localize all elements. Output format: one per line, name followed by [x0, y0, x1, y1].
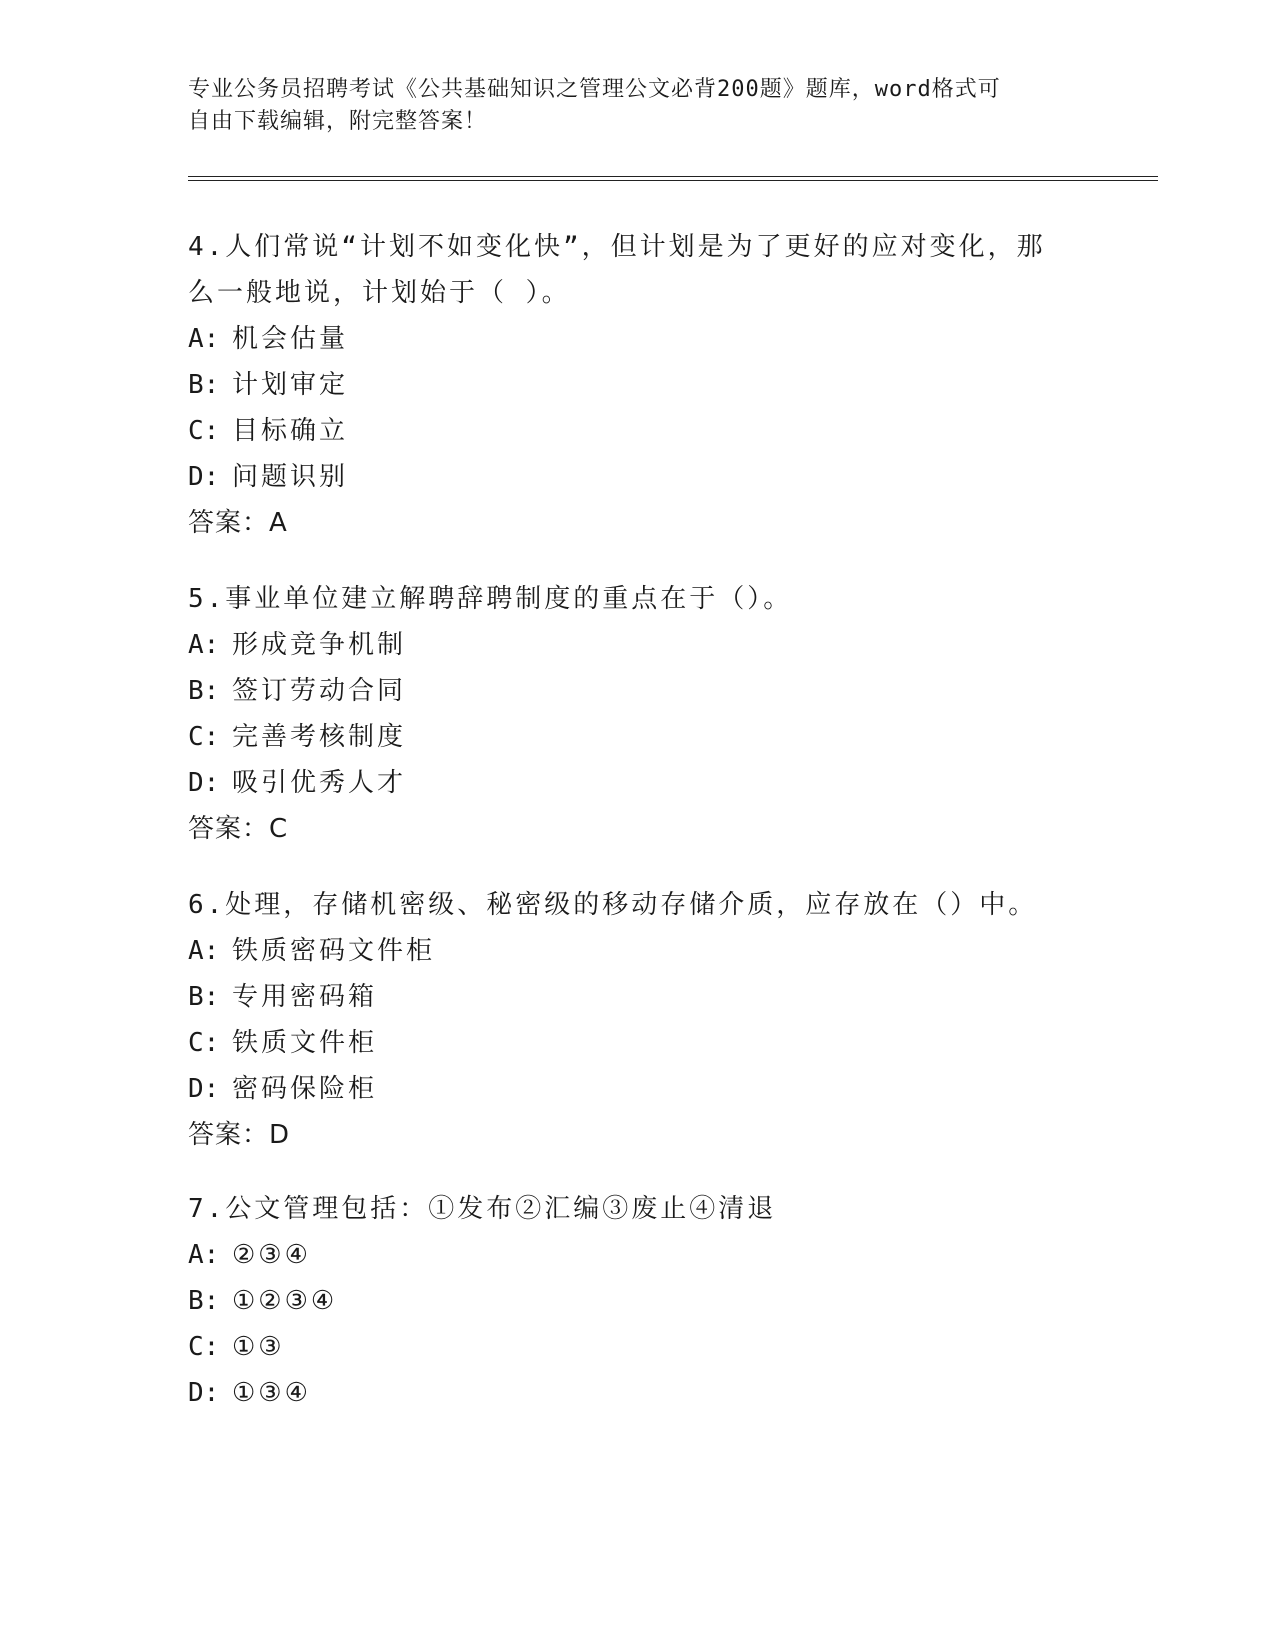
question-6 [188, 882, 1088, 1158]
option-letter: C: [188, 1028, 220, 1058]
option-text: ①②③④ [232, 1286, 338, 1316]
option-b [188, 974, 1088, 1020]
header-line-1: 专业公务员招聘考试《公共基础知识之管理公文必背200题》题库，word格式可 [188, 77, 1001, 102]
option-a [188, 1232, 1088, 1278]
option-letter: D: [188, 768, 220, 798]
option-b [188, 1278, 1088, 1324]
option-letter: C: [188, 416, 220, 446]
option-text: 专用密码箱 [232, 982, 378, 1012]
option-c [188, 1324, 1088, 1370]
option-letter: D: [188, 1074, 220, 1104]
option-text: ②③④ [232, 1240, 311, 1270]
option-a [188, 928, 1088, 974]
option-letter: B: [188, 982, 220, 1012]
option-text: 计划审定 [232, 370, 349, 400]
option-letter: A: [188, 630, 220, 660]
option-c [188, 408, 1088, 454]
option-text: 问题识别 [232, 462, 349, 492]
option-letter: D: [188, 462, 220, 492]
answer-label: 答案：D [188, 1120, 291, 1150]
option-c [188, 1020, 1088, 1066]
option-letter: C: [188, 722, 220, 752]
question-7 [188, 1186, 1088, 1416]
option-text: 签订劳动合同 [232, 676, 407, 706]
answer-label: 答案：A [188, 508, 288, 538]
question-stem: 7.公文管理包括：①发布②汇编③废止④清退 [188, 1194, 777, 1224]
question-4 [188, 224, 1088, 546]
option-text: ①③④ [232, 1378, 311, 1408]
question-stem: 5.事业单位建立解聘辞聘制度的重点在于（）。 [188, 584, 793, 614]
option-b [188, 668, 1088, 714]
header-divider [188, 176, 1158, 181]
question-stem: 4.人们常说“计划不如变化快”，但计划是为了更好的应对变化，那 [188, 232, 1046, 262]
option-text: 形成竞争机制 [232, 630, 407, 660]
question-stem: 6.处理，存储机密级、秘密级的移动存储介质，应存放在（）中。 [188, 890, 1038, 920]
option-text: 机会估量 [232, 324, 349, 354]
option-text: 吸引优秀人才 [232, 768, 407, 798]
option-d [188, 454, 1088, 500]
option-letter: A: [188, 936, 220, 966]
option-letter: A: [188, 324, 220, 354]
option-text: ①③ [232, 1332, 285, 1362]
option-letter: B: [188, 370, 220, 400]
question-stem-continued: 么一般地说，计划始于（ ）。 [188, 278, 571, 308]
question-5 [188, 576, 1088, 852]
option-letter: B: [188, 676, 220, 706]
option-text: 铁质文件柜 [232, 1028, 378, 1058]
option-letter: A: [188, 1240, 220, 1270]
option-d [188, 1066, 1088, 1112]
option-letter: C: [188, 1332, 220, 1362]
option-letter: B: [188, 1286, 220, 1316]
option-a [188, 316, 1088, 362]
answer-label: 答案：C [188, 814, 289, 844]
option-text: 铁质密码文件柜 [232, 936, 436, 966]
header-line-2: 自由下载编辑，附完整答案！ [188, 109, 488, 134]
option-a [188, 622, 1088, 668]
document-header [188, 74, 1058, 138]
option-text: 目标确立 [232, 416, 349, 446]
option-d [188, 1370, 1088, 1416]
option-text: 完善考核制度 [232, 722, 407, 752]
option-c [188, 714, 1088, 760]
option-text: 密码保险柜 [232, 1074, 378, 1104]
option-d [188, 760, 1088, 806]
option-letter: D: [188, 1378, 220, 1408]
option-b [188, 362, 1088, 408]
